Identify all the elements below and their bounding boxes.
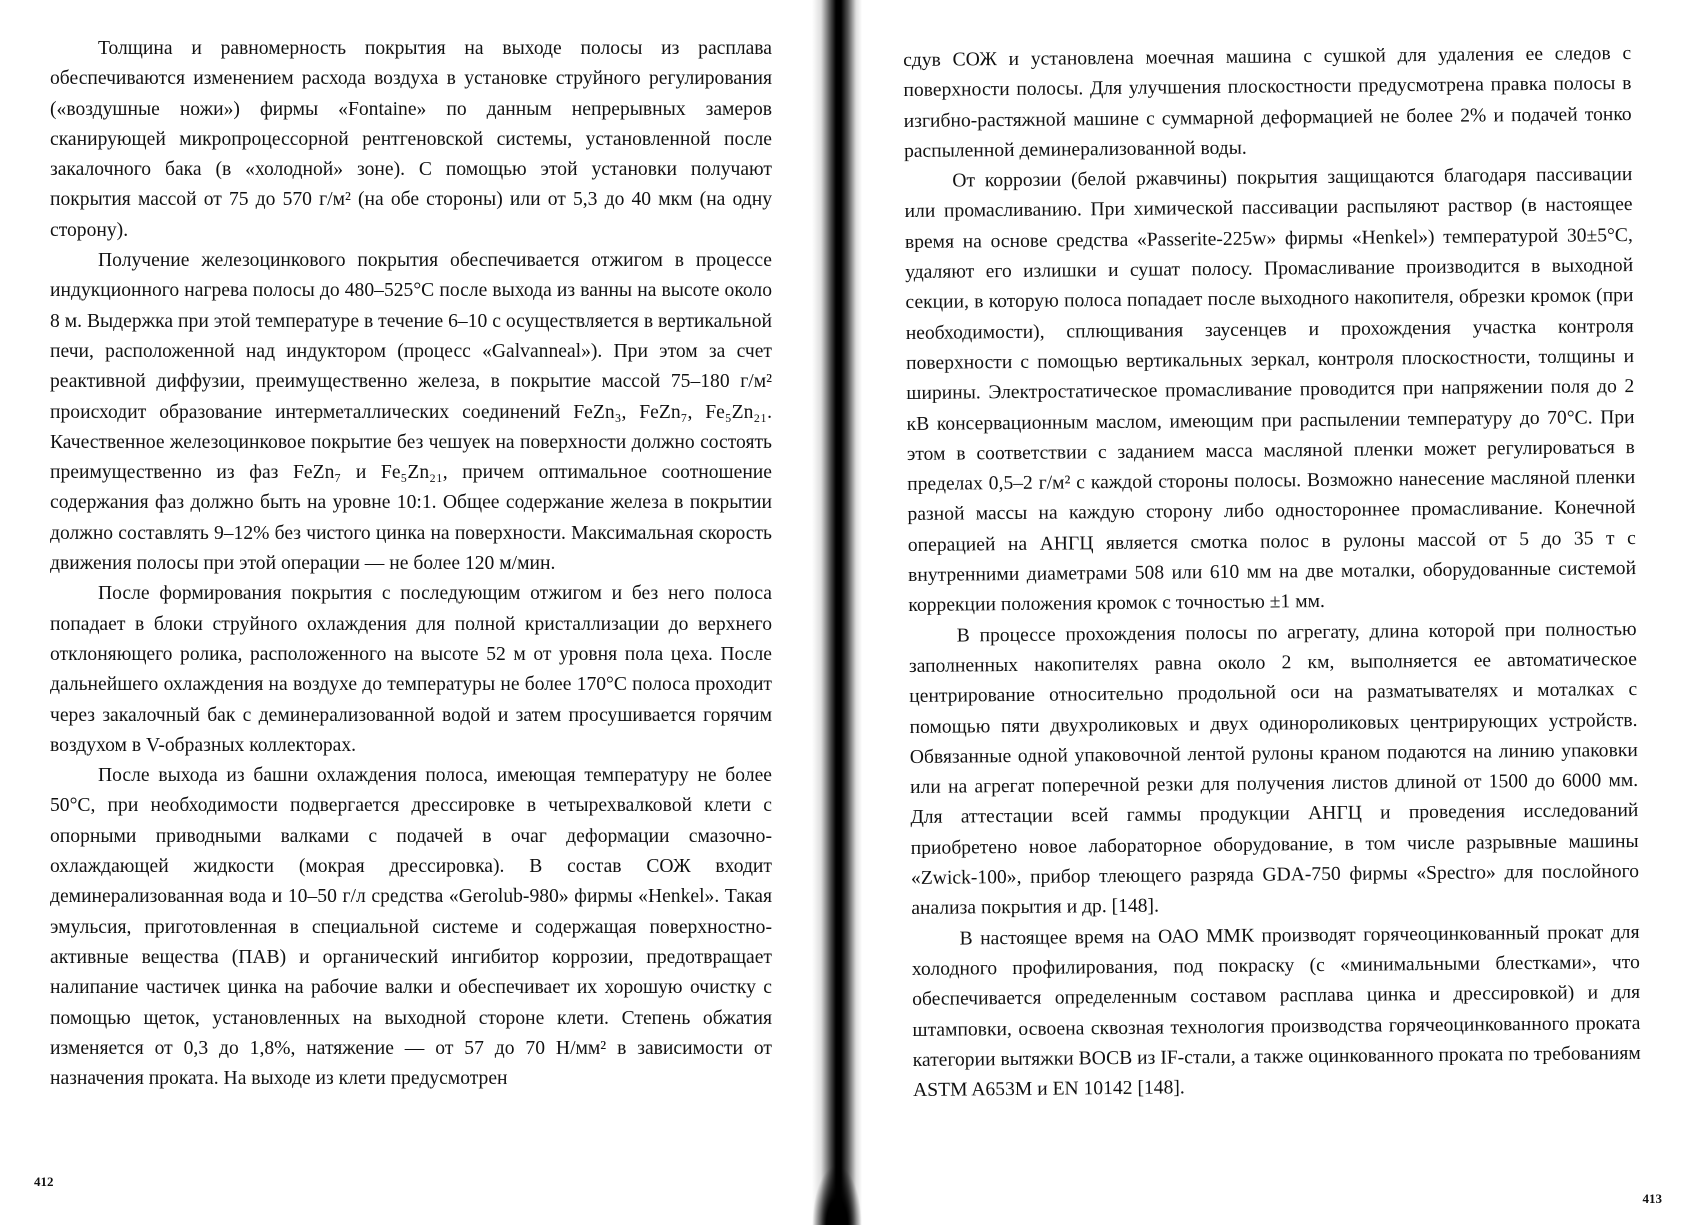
paragraph: сдув СОЖ и установлена моечная машина с сушкой для удаления ее следов с поверхности полосы. Для улучшения плоскостности предусмотрена правка полосы в изгибно-растяжной машине с суммарной деформацией не более 2% и подачей тонко распыленной деминерализованной воды. (903, 43, 1632, 162)
right-page (855, 0, 1684, 1225)
left-page-text (50, 34, 772, 1094)
paragraph: В настоящее время на ОАО ММК производят горячеоцинкованный прокат для холодного профилирования, под покраску (с «минимальными блестками», что обеспечивается определенным составом расплава цинка и дрессировкой) и для штамповки, освоена сквозная технология производства горячеоцинкованного проката категории вытяжки ВОСВ из IF-стали, а также оцинкованного проката по требованиям ASTM A653M и EN 10142 [148]. (911, 921, 1641, 1102)
paragraph: От коррозии (белой ржавчины) покрытия защищаются благодаря пассивации или промасливанию. При химической пассивации распыляют раствор (в настоящее время на основе средства «Passerite-225w» фирмы «Henkel») температурой 30±5°С, удаляют его излишки и сушат полосу. Промасливание производится в выходной секции, в которую полоса попадает после выходного накопителя, обрезки кромок (при необходимости), сплющивания заусенцев и прохождения участка контроля поверхности с помощью вертикальных зеркал, контроля плоскостности, толщины и ширины. Электростатическое промасливание проводится при напряжении поля до 2 кВ консервационным маслом, имеющим при распылении температуру до 70°С. При этом в соответствии с заданием масса масляной пленки может регулироваться в пределах 0,5–2 г/м² с каждой стороны полосы. Возможно нанесение масляной пленки разной массы на каждую сторону либо одностороннее промасливание. Конечной операцией на АНГЦ является смотка полос в рулоны массой от 5 до 35 т с внутренними диаметрами 508 или 610 мм на две моталки, оборудованные системой коррекции положения кромок с точностью ±1 мм. (904, 164, 1637, 617)
paragraph: После формирования покрытия с последующим отжигом и без него полоса попадает в блоки струйного охлаждения для полной кристаллизации до верхнего отклоняющего ролика, расположенного на высоте 52 м от уровня пола цеха. После дальнейшего охлаждения на воздухе до температуры не более 170°С полоса проходит через закалочный бак с деминерализованной водой и затем просушивается горячим воздухом в V-образных коллекторах. (50, 583, 772, 756)
paragraph: Толщина и равномерность покрытия на выходе полосы из расплава обеспечиваются изменением расхода воздуха в установке струйного регулирования («воздушные ножи») фирмы «Fontaine» по данным непрерывных замеров сканирующей микропроцессорной рентгеновской системы, установленной после закалочного бака (в «холодной» зоне). С помощью этой установки получают покрытия массой от 75 до 570 г/м² (на обе стороны) или от 5,3 до 40 мкм (на одну сторону). (50, 38, 772, 241)
paragraph: После выхода из башни охлаждения полоса, имеющая температуру не более 50°С, при необходимости подвергается дрессировке в четырехвалковой клети с опорными приводными валками с подачей в очаг деформации смазочно-охлаждающей жидкости (мокрая дрессировка). В состав СОЖ входит деминерализованная вода и 10–50 г/л средства «Gerolub-980» фирмы «Henkel». Такая эмульсия, приготовленная в специальной системе и содержащая поверхностно-активные вещества (ПАВ) и органический ингибитор коррозии, предотвращает налипание частичек цинка на рабочие валки и обеспечивает их хорошую очистку с помощью щеток, установленных на выходной стороне клети. Степень обжатия изменяется от 0,3 до 1,8%, натяжение — от 57 до 70 Н/мм² в зависимости от назначения проката. На выходе из клети предусмотрен (50, 765, 772, 1090)
right-page-text (903, 39, 1641, 1106)
page-number: 412 (34, 1174, 54, 1189)
left-page (0, 0, 815, 1225)
paragraph: Получение железоцинкового покрытия обеспечивается отжигом в процессе индукционного нагрева полосы до 480–525°С после выхода из ванны на высоте около 8 м. Выдержка при этой температуре в течение 6–10 с осуществляется в вертикальной печи, расположенной над индуктором (процесс «Galvanneal»). При этом за счет реактивной диффузии, преимущественно железа, в покрытие массой 75–180 г/м² происходит образование интерметаллических соединений FeZn₃, FeZn₇, Fe₅Zn₂₁. Качественное железоцинковое покрытие без чешуек на поверхности должно состоять преимущественно из фаз FeZn₇ и Fe₅Zn₂₁, причем оптимальное соотношение содержания фаз должно быть на уровне 10:1. Общее содержание железа в покрытии должно составлять 9–12% без чистого цинка на поверхности. Максимальная скорость движения полосы при этой операции — не более 120 м/мин. (50, 250, 772, 575)
page-number: 413 (1642, 1191, 1662, 1206)
paragraph: В процессе прохождения полосы по агрегату, длина которой при полностью заполненных накопителях равна около 2 км, выполняется ее автоматическое центрирование относительно продольной оси на разматывателях и моталках с помощью пяти двухроликовых и двух одинороликовых центрирующих устройств. Обвязанные одной упаковочной лентой рулоны краном подаются на линию упаковки или на агрегат поперечной резки для получения листов длиной от 1500 до 6000 мм. Для аттестации всей гаммы продукции АНГЦ и проведения исследований приобретено новое лабораторное оборудование, в том числе разрывные машины «Zwick-100», прибор тлеющего разряда GDA-750 фирмы «Spectro» для послойного анализа покрытия и др. [148]. (908, 618, 1640, 920)
